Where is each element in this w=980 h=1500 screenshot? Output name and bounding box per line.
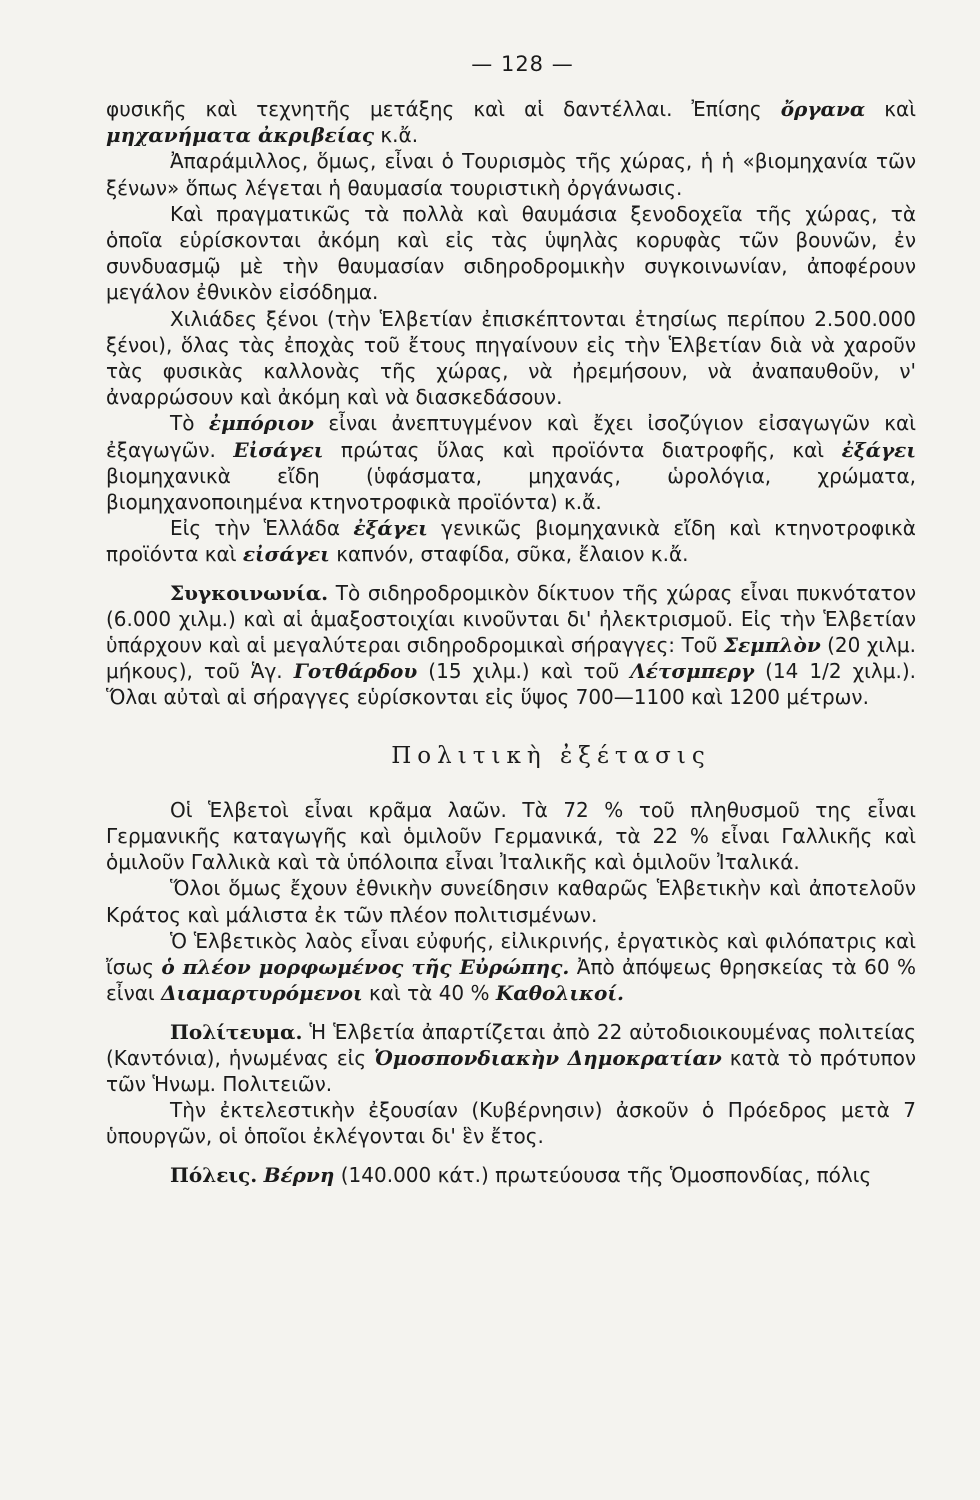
text-run: γενικῶς βιομηχανικὰ εἴδη καὶ κτηνοτροφικὰ προϊόντα καὶ — [106, 516, 916, 567]
emphasis: Λέτσμπεργ — [630, 659, 755, 684]
text-run: εἶναι ἀνεπτυγμένον καὶ ἔχει ἰσοζύγιον εἰσαγωγῶν καὶ ἐξαγωγῶν. — [106, 411, 916, 462]
text-run: κατὰ τὸ πρότυπον τῶν Ἡνωμ. Πολιτειῶν. — [106, 1045, 916, 1096]
text-run: καὶ — [865, 97, 916, 121]
text-run: βιομηχανικὰ εἴδη (ὑφάσματα, μηχανάς, ὡρολόγια, χρώματα, βιομηχανοποιημένα κτηνοτροφικὰ προϊόντα) κ.ἄ. — [106, 463, 916, 515]
emphasis: Εἰσάγει — [233, 437, 324, 462]
emphasis: ἐμπόριον — [208, 411, 314, 436]
emphasis: εἰσάγει — [242, 542, 330, 567]
page-number: — 128 — — [471, 52, 574, 76]
emphasis: ὄργανα — [780, 97, 866, 121]
text-run: (14 1/2 χιλμ.). Ὅλαι αὐταὶ αἱ σήραγγες εὑρίσκονται εἰς ὕψος 700—1100 καὶ 1200 μέτρων. — [106, 659, 916, 710]
section-heading: Πολιτικὴ ἐξέτασις — [391, 742, 711, 769]
emphasis: ἐξάγει — [353, 516, 428, 541]
text-run: Τὸ σιδηροδρομικὸν δίκτυον τῆς χώρας εἶναι πυκνότατον (6.000 χιλμ.) καὶ αἱ ἁμαξοστοιχίαι κινοῦνται δι' ἠλεκτρισμοῦ. Εἰς τὴν Ἑλβετίαν ὑπάρχουν καὶ αἱ μεγαλύτεραι σιδηροδρομικαὶ σήραγγες: Τοῦ — [106, 580, 916, 658]
text-run: καπνόν, σταφίδα, σῦκα, ἔλαιον κ.ἄ. — [329, 542, 689, 567]
paragraph — [106, 1162, 916, 1188]
paragraph — [106, 96, 916, 148]
emphasis: ὁ πλέον μορφωμένος τῆς Εὐρώπης. — [161, 955, 570, 980]
section-label: Πολίτευμα. — [170, 1019, 303, 1044]
section-label: Συγκοινωνία. — [170, 580, 329, 605]
text-run: Εἰς τὴν Ἑλλάδα — [170, 516, 354, 541]
paragraph — [106, 928, 916, 1007]
section-label: Πόλεις. — [170, 1162, 258, 1187]
paragraph: Τὴν ἐκτελεστικὴν ἐξουσίαν (Κυβέρνησιν) ἀσκοῦν ὁ Πρόεδρος μετὰ 7 ὑπουργῶν, οἱ ὁποῖοι ἐκλέγονται δι' ἓν ἔτος. — [106, 1098, 916, 1149]
text-run: Ὁ Ἑλβετικὸς λαὸς εἶναι εὐφυής, εἰλικρινής, ἐργατικὸς καὶ φιλόπατρις καὶ ἴσως — [106, 928, 916, 980]
paragraph: Οἱ Ἑλβετοὶ εἶναι κρᾶμα λαῶν. Τὰ 72 % τοῦ πληθυσμοῦ της εἶναι Γερμανικῆς καταγωγῆς καὶ ὁμιλοῦν Γερμανικά, τὰ 22 % εἶναι Γαλλικῆς καὶ ὁμιλοῦν Γαλλικὰ καὶ τὰ ὑπόλοιπα εἶναι Ἰταλικῆς καὶ ὁμιλοῦν Ἰταλικά. — [106, 797, 916, 875]
paragraph — [106, 1019, 916, 1098]
emphasis: Σεμπλὸν — [723, 633, 821, 658]
text-run: Τὸ — [170, 411, 209, 436]
paragraph — [106, 515, 916, 567]
emphasis: μηχανήματα ἀκριβείας — [106, 123, 375, 148]
body-text — [106, 96, 916, 1188]
paragraph: Χιλιάδες ξένοι (τὴν Ἑλβετίαν ἐπισκέπτονται ἐτησίως περίπου 2.500.000 ξένοι), ὅλας τὰς ἐποχὰς τοῦ ἔτους πηγαίνουν εἰς τὴν Ἑλβετίαν διὰ νὰ χαροῦν τὰς φυσικὰς καλλονὰς τῆς χώρας, νὰ ἠρεμήσουν, νὰ ἀναπαυθοῦν, ν' ἀναρρώσουν καὶ ἀκόμη καὶ νὰ διασκεδάσουν. — [106, 306, 916, 410]
emphasis: Βέρνη — [263, 1162, 335, 1187]
text-run: κ.ἄ. — [374, 123, 419, 148]
paragraph: Καὶ πραγματικῶς τὰ πολλὰ καὶ θαυμάσια ξενοδοχεῖα τῆς χώρας, τὰ ὁποῖα εὑρίσκονται ἀκόμη καὶ εἰς τὰς ὑψηλὰς κορυφὰς τῶν βουνῶν, ἐν συνδυασμῷ μὲ τὴν θαυμασίαν σιδηροδρομικὴν συγκοινωνίαν, ἀποφέρουν μεγάλον ἐθνικὸν εἰσόδημα. — [106, 201, 916, 305]
paragraph — [106, 410, 916, 515]
emphasis: Ὁμοσπονδιακὴν Δημοκρατίαν — [374, 1045, 722, 1070]
text-run: (15 χιλμ.) καὶ τοῦ — [417, 659, 631, 684]
emphasis: ἐξάγει — [841, 437, 916, 462]
text-run: Ἀπὸ ἀπόψεως θρησκείας τὰ 60 % εἶναι — [106, 955, 916, 1006]
text-run: φυσικῆς καὶ τεχνητῆς μετάξης καὶ αἱ δαντέλλαι. Ἐπίσης — [106, 97, 781, 121]
text-run: πρώτας ὕλας καὶ προϊόντα διατροφῆς, καὶ — [323, 437, 842, 462]
text-run: (140.000 κάτ.) πρωτεύουσα τῆς Ὁμοσπονδίας, πόλις — [334, 1162, 872, 1187]
emphasis: Καθολικοί. — [495, 981, 624, 1006]
text-run: καὶ τὰ 40 % — [362, 981, 496, 1006]
paragraph: Ὅλοι ὅμως ἔχουν ἐθνικὴν συνείδησιν καθαρῶς Ἑλβετικὴν καὶ ἀποτελοῦν Κράτος καὶ μάλιστα ἐκ τῶν πλέον πολιτισμένων. — [106, 876, 916, 927]
text-run: (20 χιλμ. μήκους), τοῦ Ἁγ. — [106, 633, 916, 684]
emphasis: Γοτθάρδου — [293, 659, 418, 684]
paragraph: Ἀπαράμιλλος, ὅμως, εἶναι ὁ Τουρισμὸς τῆς χώρας, ἡ ἡ «βιομηχανία τῶν ξένων» ὅπως λέγεται ἡ θαυμασία τουριστικὴ ὀργάνωσις. — [106, 149, 916, 200]
text-run: Ἡ Ἑλβετία ἀπαρτίζεται ἀπὸ 22 αὐτοδιοικουμένας πολιτείας (Καντόνια), ἡνωμένας εἰς — [106, 1019, 916, 1070]
emphasis: Διαμαρτυρόμενοι — [161, 981, 363, 1006]
paragraph — [106, 580, 916, 711]
